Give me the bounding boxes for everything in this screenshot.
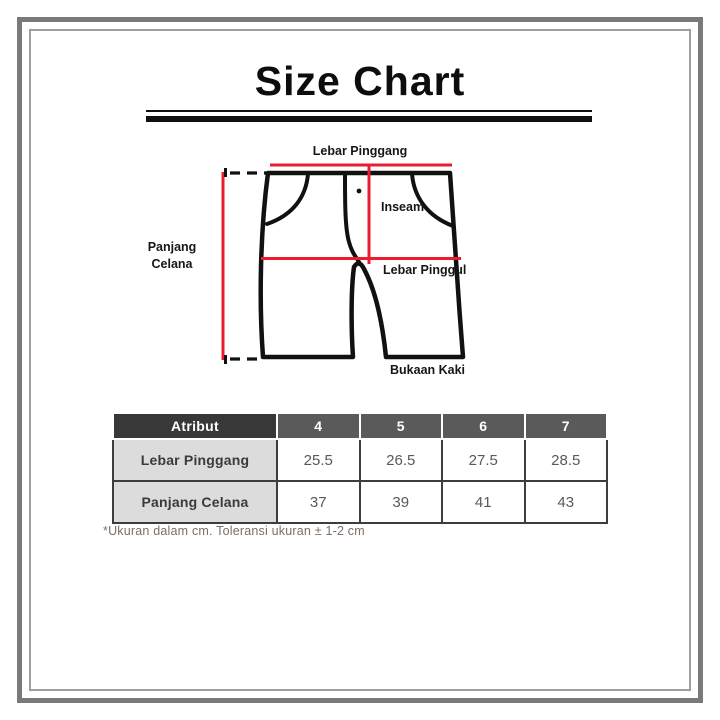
page-title: Size Chart (254, 58, 466, 104)
length-value-size-5: 39 (360, 481, 443, 523)
length-value-size-6: 41 (442, 481, 525, 523)
table-header-row (113, 413, 607, 439)
title-divider-thick-line (146, 116, 592, 122)
waist-value-size-4: 25.5 (277, 439, 360, 481)
inseam-label: Inseam (381, 200, 425, 214)
column-header-size-6: 6 (442, 413, 525, 439)
column-header-size-7: 7 (525, 413, 608, 439)
title-divider (146, 110, 592, 122)
waist-button-dot (357, 189, 362, 194)
row-label-length: Panjang Celana (113, 481, 277, 523)
pants-length-label: Panjang Celana (147, 240, 197, 271)
column-header-attribute: Atribut (113, 413, 277, 439)
leg-opening-label: Bukaan Kaki (390, 363, 466, 377)
length-value-size-4: 37 (277, 481, 360, 523)
table-row (113, 481, 607, 523)
waist-label: Lebar Pinggang (312, 144, 408, 158)
left-pocket-curve (267, 174, 308, 224)
table-row (113, 439, 607, 481)
waist-value-size-7: 28.5 (525, 439, 608, 481)
length-value-size-7: 43 (525, 481, 608, 523)
hip-label: Lebar Pinggul (383, 263, 467, 277)
column-header-size-5: 5 (360, 413, 443, 439)
row-label-waist: Lebar Pinggang (113, 439, 277, 481)
measurement-tolerance-note: *Ukuran dalam cm. Toleransi ukuran ± 1-2 cm (103, 524, 365, 538)
column-header-size-4: 4 (277, 413, 360, 439)
fly-seam-line (345, 174, 359, 262)
waist-value-size-5: 26.5 (360, 439, 443, 481)
size-table (112, 412, 608, 524)
waist-value-size-6: 27.5 (442, 439, 525, 481)
shorts-measurement-diagram (140, 143, 480, 388)
title-divider-thin-line (146, 110, 592, 112)
